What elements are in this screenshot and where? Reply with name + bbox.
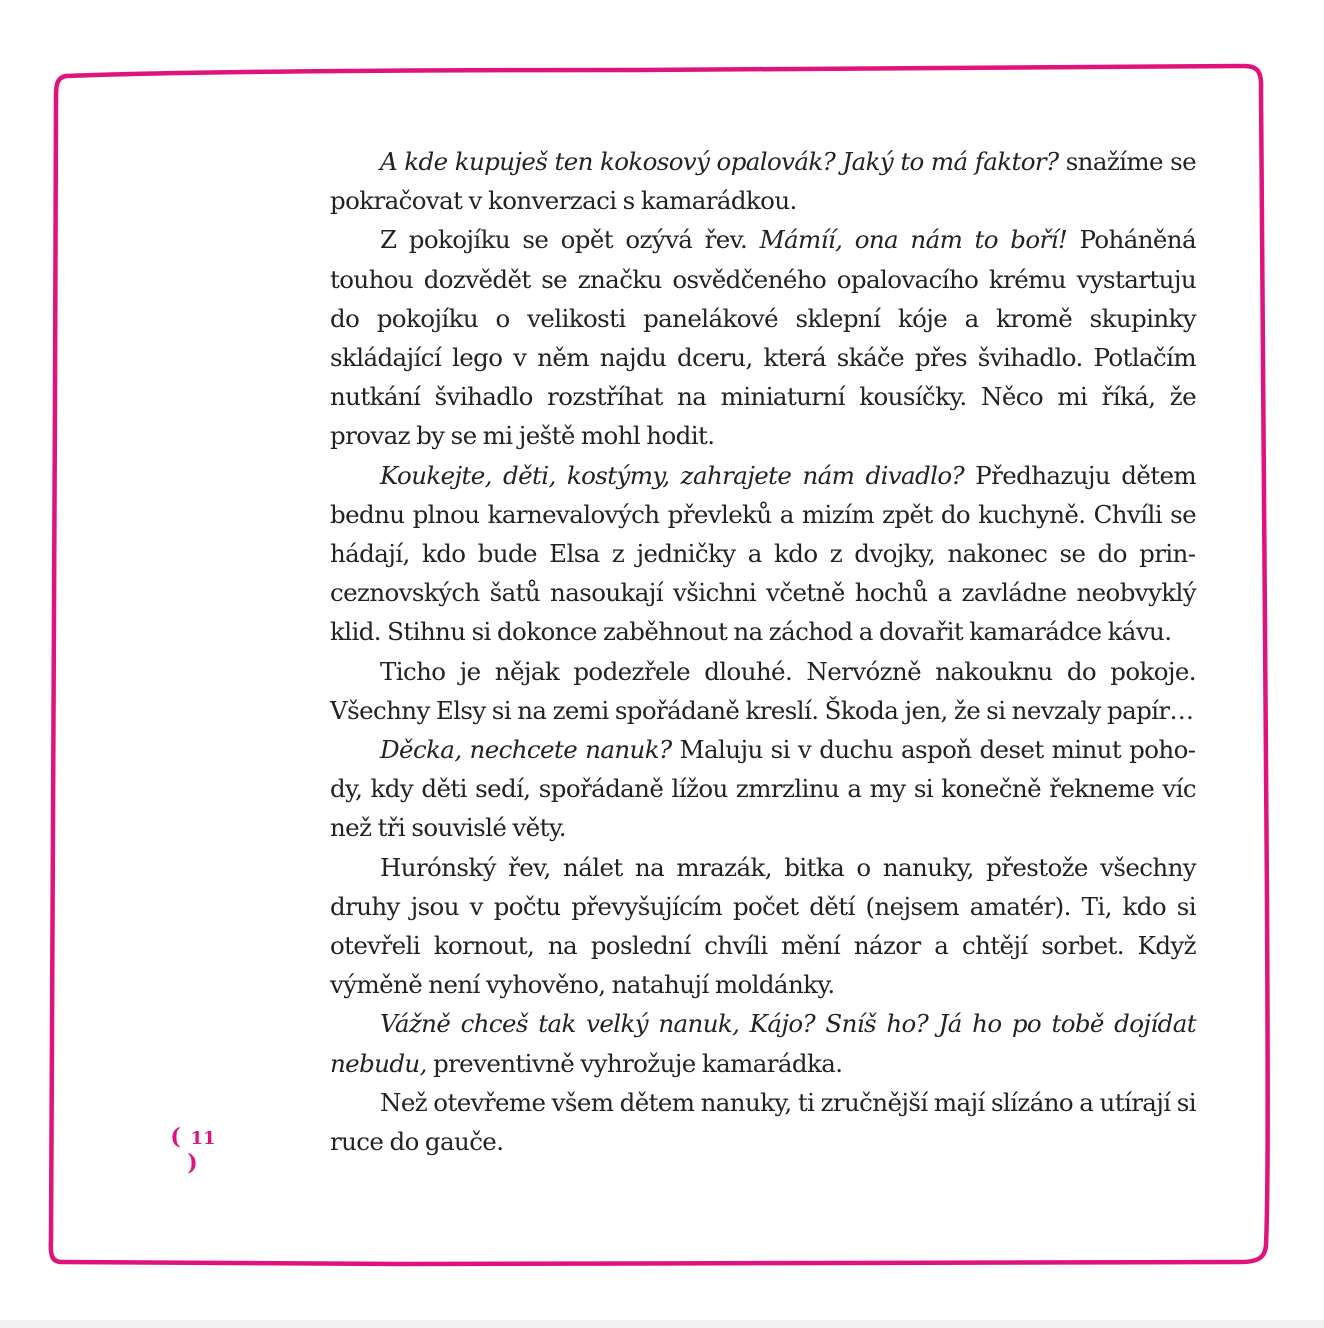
narration-text: snažíme se pokračovat v konverzaci s kamarádkou.	[330, 147, 1196, 216]
paragraph	[330, 456, 1196, 652]
paragraph	[330, 730, 1196, 848]
paragraph	[330, 220, 1196, 455]
paragraph	[330, 652, 1196, 730]
page-number-value: 11	[190, 1128, 216, 1149]
narration-text: Poháněná touhou dozvědět se značku osvědčeného opalovacího krému vystartuju do pokojíku o velikosti panelákové sklepní kóje a kromě skupinky skládající lego v něm najdu dceru, která skáče přes švihadlo. Potlačím nutkání švihadlo rozstříhat na miniaturní kousíčky. Něco mi říká, že provaz by se mi ještě mohl hodit.	[330, 225, 1196, 451]
page-number-close: )	[187, 1150, 199, 1176]
paragraph	[330, 848, 1196, 1005]
narration-text: preventivně vyhrožuje kamarádka.	[426, 1048, 843, 1078]
narration-text: Maluju si v duchu aspoň deset minut pohody, kdy děti sedí, spořádaně lížou zmrzlinu a my si konečně řekneme víc než tři souvislé věty.	[330, 735, 1196, 843]
narration-text: Předhazuju dětem bednu plnou karnevalových převleků a mizím zpět do kuchyně. Chvíli se hádají, kdo bude Elsa z jedničky a kdo z dvojky, nakonec se do princeznovských šatů nasoukají všichni včetně hochů a zavládne neobvyklý klid. Stihnu si dokonce zaběhnout na záchod a dovařit kamarádce kávu.	[330, 460, 1196, 647]
narration-text: Z pokojíku se opět ozývá řev.	[380, 225, 760, 255]
italic-speech: Vážně chceš tak velký nanuk, Kájo? Sníš ho? Já ho po tobě dojídat nebudu,	[330, 1009, 1196, 1078]
paragraph	[330, 142, 1196, 220]
paragraph	[330, 1083, 1196, 1161]
bottom-band	[0, 1320, 1324, 1328]
italic-speech: Děcka, nechcete nanuk?	[380, 735, 672, 765]
italic-speech: A kde kupuješ ten kokosový opalovák? Jaký to má faktor?	[380, 147, 1059, 176]
page-number	[168, 1124, 218, 1176]
italic-speech: Mámíí, ona nám to boří!	[759, 225, 1068, 255]
paragraph	[330, 1004, 1196, 1082]
italic-speech: Koukejte, děti, kostýmy, zahrajete nám divadlo?	[380, 460, 965, 490]
narration-text: Než otevřeme všem dětem nanuky, ti zručnější mají slízáno a utírají si ruce do gauče.	[330, 1087, 1196, 1157]
page-number-open: (	[170, 1124, 182, 1150]
body-text	[330, 142, 1196, 1161]
narration-text: Hurónský řev, nálet na mrazák, bitka o nanuky, přestože všechny druhy jsou v počtu převyšujícím počet dětí (nejsem amatér). Ti, kdo si otevřeli kornout, na poslední chvíli mění názor a chtějí sorbet. Když výměně není vyhověno, natahují moldánky.	[330, 852, 1196, 1000]
narration-text: Ticho je nějak podezřele dlouhé. Nervózně nakouknu do pokoje. Všechny Elsy si na zemi spořádaně kreslí. Škoda jen, že si nevzaly papír…	[330, 656, 1196, 725]
